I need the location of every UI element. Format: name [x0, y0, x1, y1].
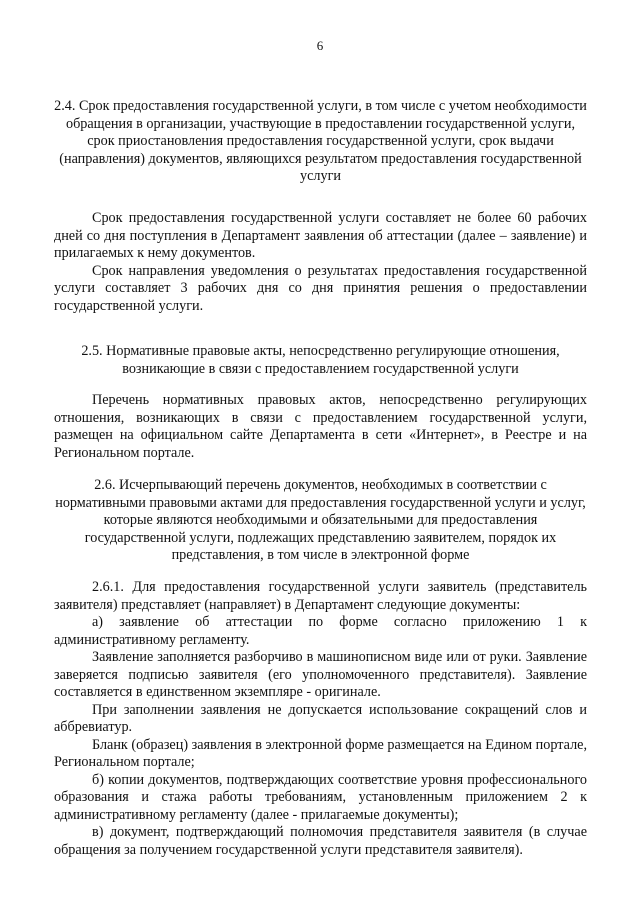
- paragraph: Срок направления уведомления о результатах предоставления государственной услуги составляет 3 рабочих дня со дня принятия решения о предоставлении государственной услуги.: [54, 262, 587, 314]
- list-item-a: а) заявление об аттестации по форме согласно приложению 1 к административному регламенту.: [54, 614, 587, 648]
- paragraph: 2.6.1. Для предоставления государственной услуги заявитель (представитель заявителя) представляет (направляет) в Департамент следующие документы:: [54, 579, 587, 613]
- section-heading-text: 2.6. Исчерпывающий перечень документов, необходимых в соответствии с нормативными правовыми актами для предоставления государственной услуги и услуг, которые являются необходимыми и обязательными для предоставления государственной услуги, подлежащих представлению заявителем, порядок их представления, в том числе в электронной форме: [55, 477, 586, 563]
- list-item-b: б) копии документов, подтверждающих соответствие уровня профессионального образования и стажа работы требованиям, установленным приложением 2 к административному регламенту (далее - прилагаемые документы);: [54, 771, 587, 823]
- paragraph: Срок предоставления государственной услуги составляет не более 60 рабочих дней со дня поступления в Департамент заявления об аттестации (далее – заявление) и прилагаемых к нему документов.: [54, 210, 587, 261]
- section-2-6-heading: [54, 477, 587, 565]
- section-2-5-heading: [54, 343, 587, 378]
- paragraph: При заполнении заявления не допускается использование сокращений слов и аббревиатур.: [54, 701, 587, 735]
- section-heading-text: 2.5. Нормативные правовые акты, непосредственно регулирующие отношения, возникающие в связи с предоставлением государственной услуги: [81, 343, 560, 377]
- list-item-c: в) документ, подтверждающий полномочия представителя заявителя (в случае обращения за получением государственной услуги представителя заявителя).: [54, 824, 587, 858]
- section-2-4-body: [54, 210, 587, 315]
- paragraph: Перечень нормативных правовых актов, непосредственно регулирующих отношения, возникающих в связи с предоставлением государственной услуги, размещен на официальном сайте Департамента в сети «Интернет», в Реестре и на Региональном портале.: [54, 392, 587, 461]
- section-heading-text: 2.4. Срок предоставления государственной услуги, в том числе с учетом необходимости обращения в организации, участвующие в предоставлении государственной услуги, срок приостановления предоставления государственной услуги, срок выдачи (направления) документов, являющихся результатом предоставления государственной услуги: [54, 98, 587, 184]
- section-2-5-body: [54, 392, 587, 462]
- page-number: 6: [316, 38, 324, 53]
- section-2-4-heading: [54, 98, 587, 186]
- paragraph: Бланк (образец) заявления в электронной форме размещается на Едином портале, Региональном портале;: [54, 736, 587, 770]
- paragraph: Заявление заполняется разборчиво в машинописном виде или от руки. Заявление заверяется подписью заявителя (его уполномоченного представителя). Заявление составляется в единственном экземпляре - оригинале.: [54, 649, 587, 700]
- section-2-6-1-body: [54, 579, 587, 859]
